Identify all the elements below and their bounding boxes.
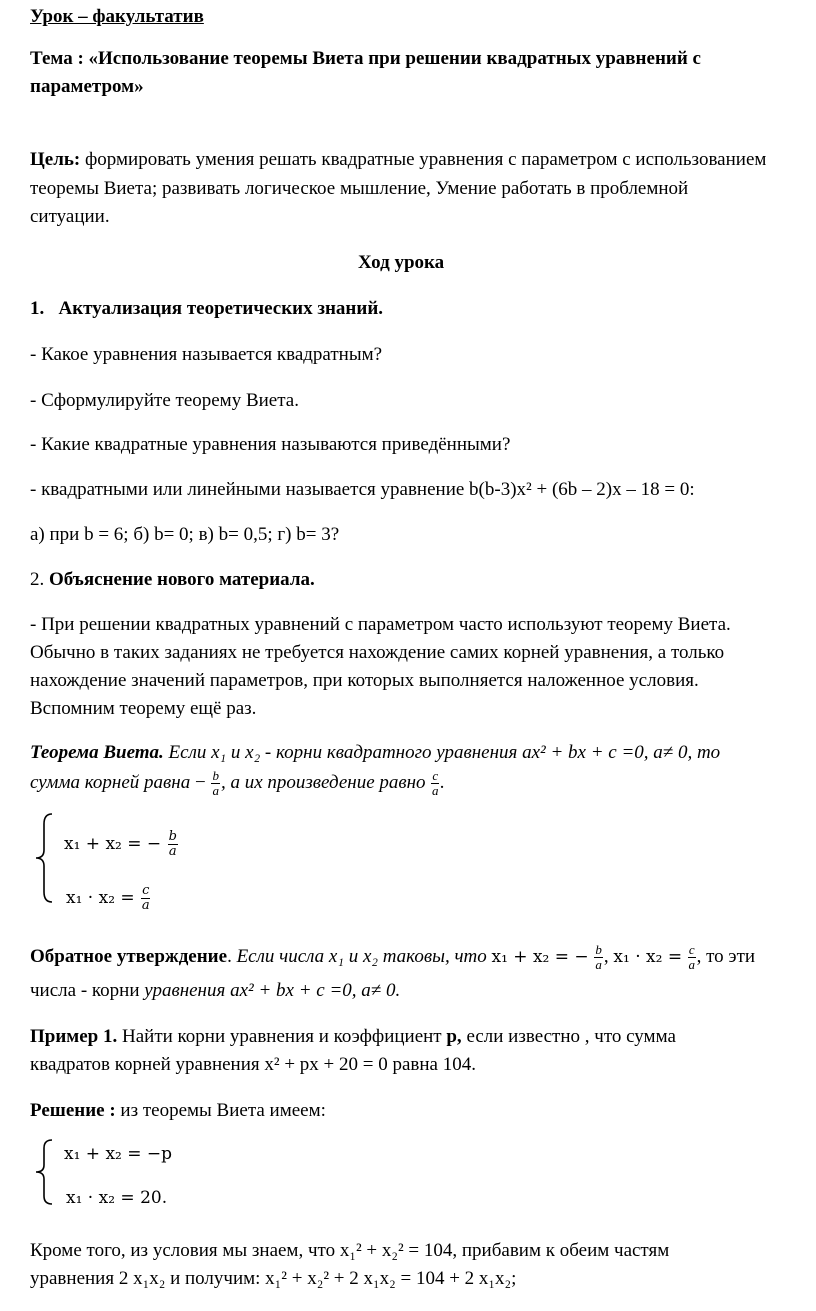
frac-den: a [212, 783, 219, 799]
frac-num: b [212, 768, 219, 784]
example1-p: p, [446, 1026, 462, 1047]
theorem-text-1: Если x₁ и x₂ - корни квадратного уравнения ax² + bx + c =0, a≠ 0, то [168, 742, 721, 763]
solution-line-1 [30, 1096, 326, 1125]
section1-title: Актуализация теоретических знаний. [58, 298, 384, 319]
question-1: - Какое уравнения называется квадратным? [30, 344, 383, 365]
converse-product: x₁ · x₂ = [613, 947, 683, 967]
fraction-c-over-a [141, 884, 150, 913]
section2-para-4: Вспомним теорему ещё раз. [30, 698, 257, 719]
frac-num: c [142, 883, 150, 898]
lesson-type: Урок – факультатив [30, 6, 204, 27]
solution-system-product: x₁ · x₂ = 20. [66, 1188, 168, 1208]
solution-label: Решение : [30, 1100, 116, 1121]
converse-sum: x₁ + x₂ = − [491, 947, 589, 967]
theorem-system-product [66, 884, 151, 913]
frac-den: a [688, 957, 695, 973]
section1-number: 1. [30, 298, 45, 319]
section2-number: 2. [30, 569, 45, 590]
solution-line-4: уравнения 2 x₁x₂ и получим: x₁² + x₂² + 2 x₁x₂ = 104 + 2 x₁x₂; [30, 1268, 517, 1289]
frac-num: c [432, 768, 439, 784]
theorem-text-2a: сумма корней равна [30, 772, 191, 793]
converse-tail: , то эти [696, 946, 756, 967]
section2-para-2: Обычно в таких заданиях не требуется нахождение самих корней уравнения, а только [30, 642, 725, 663]
solution-text-3b: прибавим к обеим частям [461, 1240, 670, 1261]
converse-text-2b: уравнения ax² + bx + c =0, a≠ 0. [144, 980, 401, 1001]
minus-sign: − [194, 772, 206, 793]
goal-line-2: теоремы Виета; развивать логическое мышление, Умение работать в проблемной [30, 178, 689, 199]
fraction-b-over-a [211, 769, 220, 798]
course-title: Ход урока [358, 252, 445, 273]
frac-den: a [168, 844, 177, 859]
fraction-b-over-a [168, 830, 178, 859]
left-brace-icon [32, 812, 54, 904]
solution-text: из теоремы Виета имеем: [120, 1100, 326, 1121]
question-5: а) при b = 6; б) b= 0; в) b= 0,5; г) b= 3? [30, 524, 340, 545]
fraction-b-over-a [594, 943, 603, 972]
solution-system-sum: x₁ + x₂ = −p [64, 1144, 173, 1164]
frac-den: a [431, 783, 439, 799]
section2-title: Объяснение нового материала. [49, 569, 315, 590]
section1-heading [30, 294, 383, 323]
topic-text: «Использование теоремы Виета при решении квадратных уравнений с [88, 48, 701, 69]
converse-text-2a: числа - корни [30, 980, 140, 1001]
left-brace-icon [32, 1138, 54, 1206]
converse-line-1 [30, 942, 755, 972]
section2-heading [30, 565, 315, 594]
theorem-line-1 [30, 738, 720, 767]
converse-comma: , [603, 946, 609, 967]
frac-num: c [688, 942, 695, 958]
theorem-text-2b: , а их произведение равно [220, 772, 426, 793]
example1-line-2: квадратов корней уравнения x² + px + 20 = 0 равна 104. [30, 1054, 476, 1075]
theorem-label: Теорема Виета. [30, 742, 164, 763]
example1-line-1 [30, 1022, 676, 1051]
frac-num: b [595, 942, 602, 958]
frac-den: a [595, 957, 602, 973]
solution-text-3a: Кроме того, из условия мы знаем, что x₁² + x₂² = 104, [30, 1240, 458, 1261]
topic-line-2: параметром» [30, 76, 144, 97]
frac-den: a [141, 898, 150, 913]
example1-label: Пример 1. [30, 1026, 118, 1047]
goal-line-3: ситуации. [30, 206, 110, 227]
theorem-system-sum [64, 830, 179, 859]
converse-dot: . [227, 946, 232, 967]
converse-line-2 [30, 976, 400, 1005]
goal-label: Цель: [30, 149, 81, 170]
fraction-c-over-a [431, 769, 439, 798]
topic-line-1 [30, 44, 701, 73]
question-2: - Сформулируйте теорему Виета. [30, 390, 299, 411]
solution-line-3 [30, 1236, 669, 1265]
question-3: - Какие квадратные уравнения называются приведёнными? [30, 434, 511, 455]
goal-line-1 [30, 145, 766, 174]
question-4: - квадратными или линейными называется уравнение b(b-3)x² + (6b – 2)x – 18 = 0: [30, 479, 695, 500]
fraction-c-over-a [688, 943, 696, 972]
topic-label: Тема : [30, 48, 84, 69]
sum-expression: x₁ + x₂ = − [64, 834, 162, 854]
theorem-line-2 [30, 768, 445, 798]
theorem-period: . [440, 772, 445, 793]
frac-num: b [168, 829, 177, 844]
converse-label: Обратное утверждение [30, 946, 228, 967]
example1-text-2: если известно , что сумма [466, 1026, 676, 1047]
goal-text-1: формировать умения решать квадратные уравнения с параметром с использованием [85, 149, 767, 170]
section2-para-1: - При решении квадратных уравнений с параметром часто используют теорему Виета. [30, 614, 731, 635]
example1-text-1: Найти корни уравнения и коэффициент [122, 1026, 442, 1047]
product-expression: x₁ · x₂ = [66, 888, 135, 908]
section2-para-3: нахождение значений параметров, при которых выполняется наложенное условия. [30, 670, 699, 691]
converse-text-1: Если числа x₁ и x₂ таковы, что [236, 946, 487, 967]
